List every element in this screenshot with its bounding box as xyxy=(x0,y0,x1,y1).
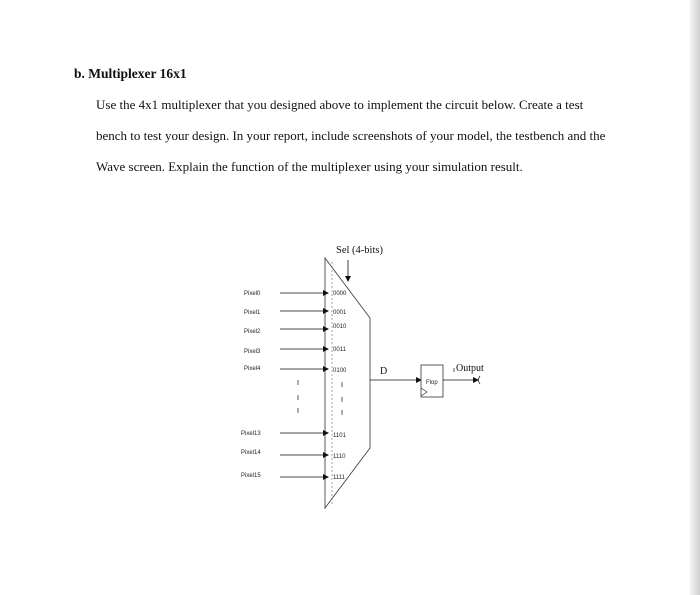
section-heading: b. Multiplexer 16x1 xyxy=(74,66,187,81)
select-code: 1101 xyxy=(333,433,346,439)
flop-label: Flop xyxy=(426,380,438,386)
input-label: Pixel1 xyxy=(244,310,261,316)
select-code: 0001 xyxy=(333,310,347,316)
select-code: 0010 xyxy=(333,324,347,330)
input-label: Pixel0 xyxy=(244,291,261,297)
input-label: Pixel15 xyxy=(241,473,261,479)
select-code: 0100 xyxy=(333,368,347,374)
paragraph-line-1: Use the 4x1 multiplexer that you designed above to implement the circuit below. Create a test xyxy=(96,97,584,112)
d-label: D xyxy=(380,366,388,377)
select-code: 1111 xyxy=(333,475,346,481)
select-code: 0011 xyxy=(333,347,346,353)
select-code: 0000 xyxy=(333,291,347,297)
input-label: Pixel13 xyxy=(241,431,261,437)
select-label: Sel (4-bits) xyxy=(336,245,383,256)
input-label: Pixel14 xyxy=(241,450,261,456)
output-label: Output xyxy=(456,363,484,374)
paragraph-line-2: bench to test your design. In your report, include screenshots of your model, the testbench and the xyxy=(96,128,606,143)
input-label: Pixel2 xyxy=(244,329,261,335)
input-label: Pixel4 xyxy=(244,366,261,372)
paragraph-line-3: Wave screen. Explain the function of the multiplexer using your simulation result. xyxy=(96,159,523,174)
output-terminal xyxy=(479,376,481,384)
select-code: 1110 xyxy=(333,454,346,460)
input-label: Pixel3 xyxy=(244,349,261,355)
